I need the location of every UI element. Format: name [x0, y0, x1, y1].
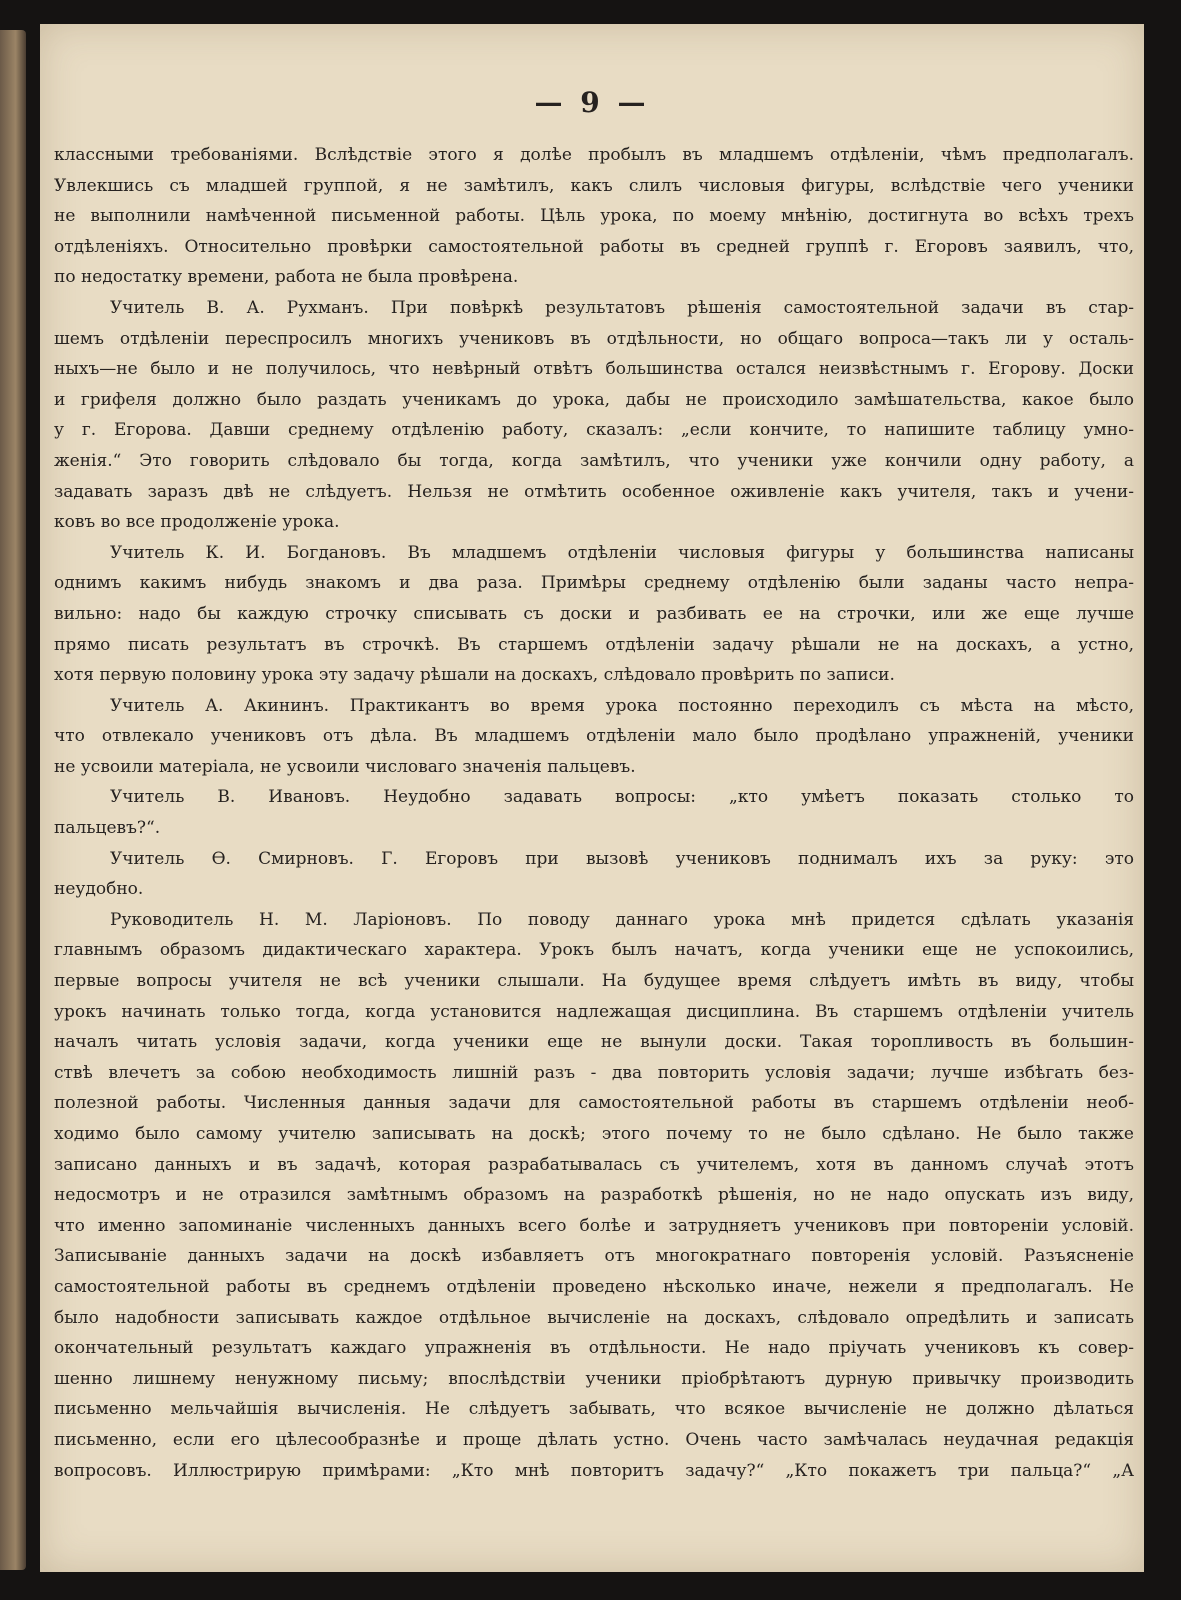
text-line: началъ читать условія задачи, когда ученики еще не вынули доски. Такая торопливость въ большин-	[54, 1032, 1134, 1053]
text-line: главнымъ образомъ дидактическаго характера. Урокъ былъ начатъ, когда ученики еще не успокоились,	[54, 940, 1134, 961]
text-line: Учитель К. И. Богдановъ. Въ младшемъ отдѣленіи числовыя фигуры у большинства написаны	[110, 542, 1134, 563]
text-line: ходимо было самому учителю записывать на доскѣ; этого почему то не было сдѣлано. Не было также	[54, 1124, 1134, 1144]
text-line: задавать заразъ двѣ не слѣдуетъ. Нельзя не отмѣтить особенное оживленіе какъ учителя, такъ и учени-	[54, 481, 1134, 502]
text-line: окончательный результатъ каждаго упражненія въ отдѣльности. Не надо пріучать учениковъ къ совер-	[54, 1338, 1134, 1359]
text-line: отдѣленіяхъ. Относительно провѣрки самостоятельной работы въ средней группѣ г. Егоровъ заявилъ, что,	[54, 236, 1134, 257]
book-page	[40, 24, 1144, 1572]
page-body-text	[54, 140, 1134, 1486]
text-line: и грифеля должно было раздать ученикамъ до урока, дабы не происходило замѣшательства, какое было	[54, 389, 1134, 410]
adjacent-page-edge	[0, 30, 26, 1570]
text-line: ствѣ влечетъ за собою необходимость лишній разъ - два повторить условія задачи; лучше избѣгать без-	[54, 1062, 1134, 1083]
text-line: Учитель Ѳ. Смирновъ. Г. Егоровъ при вызовѣ учениковъ поднималъ ихъ за руку: это	[110, 848, 1134, 869]
text-line: урокъ начинать только тогда, когда установится надлежащая дисциплина. Въ старшемъ отдѣленіи учитель	[54, 1001, 1134, 1022]
text-line: Увлекшись съ младшей группой, я не замѣтилъ, какъ слилъ числовыя фигуры, вслѣдствіе чего ученики	[54, 175, 1134, 196]
text-line: вопросовъ. Иллюстрирую примѣрами: „Кто мнѣ повторитъ задачу?“ „Кто покажетъ три пальца?“ „А	[54, 1460, 1134, 1481]
text-line: Записываніе данныхъ задачи на доскѣ избавляетъ отъ многократнаго повторенія условій. Разъясненіе	[54, 1246, 1134, 1267]
text-line: письменно, если его цѣлесообразнѣе и проще дѣлать устно. Очень часто замѣчалась неудачная редакція	[54, 1429, 1134, 1450]
text-line: вильно: надо бы каждую строчку списывать съ доски и разбивать ее на строчки, или же еще лучше	[54, 603, 1134, 624]
text-line: пальцевъ?“.	[54, 818, 161, 839]
text-line: хотя первую половину урока эту задачу рѣшали на доскахъ, слѣдовало провѣрить по записи.	[54, 665, 895, 686]
text-line: ковъ во все продолженіе урока.	[54, 512, 340, 533]
text-line: Учитель В. А. Рухманъ. При повѣркѣ результатовъ рѣшенія самостоятельной задачи въ стар-	[110, 297, 1134, 318]
text-line: недосмотръ и не отразился замѣтнымъ образомъ на разработкѣ рѣшенія, но не надо опускать изъ виду,	[54, 1185, 1134, 1206]
text-line: что именно запоминаніе численныхъ данныхъ всего болѣе и затрудняетъ учениковъ при повтореніи условій.	[54, 1215, 1134, 1236]
text-line: Руководитель Н. М. Ларіоновъ. По поводу даннаго урока мнѣ придется сдѣлать указанія	[110, 909, 1134, 930]
text-line: полезной работы. Численныя данныя задачи для самостоятельной работы въ старшемъ отдѣленіи необ-	[54, 1093, 1134, 1114]
text-line: записано данныхъ и въ задачѣ, которая разрабатывалась съ учителемъ, хотя въ данномъ случаѣ этотъ	[54, 1154, 1134, 1175]
text-line: ныхъ—не было и не получилось, что невѣрный отвѣтъ большинства остался неизвѣстнымъ г. Егорову. Доски	[54, 359, 1134, 380]
text-line: однимъ какимъ нибудь знакомъ и два раза. Примѣры среднему отдѣленію были заданы часто непра-	[54, 573, 1134, 594]
text-line: по недостатку времени, работа не была провѣрена.	[54, 267, 519, 288]
text-line: самостоятельной работы въ среднемъ отдѣленіи проведено нѣсколько иначе, нежели я предполагалъ. Не	[54, 1276, 1134, 1297]
text-line: Учитель В. Ивановъ. Неудобно задавать вопросы: „кто умѣетъ показать столько то	[110, 787, 1134, 808]
text-line: классными требованіями. Вслѣдствіе этого я долѣе пробылъ въ младшемъ отдѣленіи, чѣмъ предполагалъ.	[54, 145, 1134, 165]
text-line: у г. Егорова. Давши среднему отдѣленію работу, сказалъ: „если кончите, то напишите таблицу умно-	[54, 420, 1134, 441]
text-line: первые вопросы учителя не всѣ ученики слышали. На будущее время слѣдуетъ имѣть въ виду, чтобы	[54, 971, 1134, 992]
text-line: неудобно.	[54, 879, 144, 900]
text-line: женія.“ Это говорить слѣдовало бы тогда, когда замѣтилъ, что ученики уже кончили одну работу, а	[54, 450, 1134, 471]
text-line: шенно лишнему ненужному письму; впослѣдствіи ученики пріобрѣтаютъ дурную привычку производить	[54, 1368, 1134, 1389]
text-line: было надобности записывать каждое отдѣльное вычисленіе на доскахъ, слѣдовало опредѣлить и записать	[54, 1307, 1134, 1328]
text-line: что отвлекало учениковъ отъ дѣла. Въ младшемъ отдѣленіи мало было продѣлано упражненій, ученики	[54, 726, 1134, 747]
text-line: не выполнили намѣченной письменной работы. Цѣль урока, по моему мнѣнію, достигнута во всѣхъ трехъ	[54, 206, 1134, 227]
text-line: Учитель А. Акининъ. Практикантъ во время урока постоянно переходилъ съ мѣста на мѣсто,	[110, 695, 1134, 716]
page-number: — 9 —	[534, 86, 650, 119]
text-line: не усвоили матеріала, не усвоили числоваго значенія пальцевъ.	[54, 756, 636, 777]
text-line: прямо писать результатъ въ строчкѣ. Въ старшемъ отдѣленіи задачу рѣшали не на доскахъ, а устно,	[54, 634, 1134, 655]
text-line: письменно мельчайшія вычисленія. Не слѣдуетъ забывать, что всякое вычисленіе не должно дѣлаться	[54, 1399, 1134, 1420]
text-line: шемъ отдѣленіи переспросилъ многихъ учениковъ въ отдѣльности, но общаго вопроса—такъ ли у осталь-	[54, 328, 1134, 349]
